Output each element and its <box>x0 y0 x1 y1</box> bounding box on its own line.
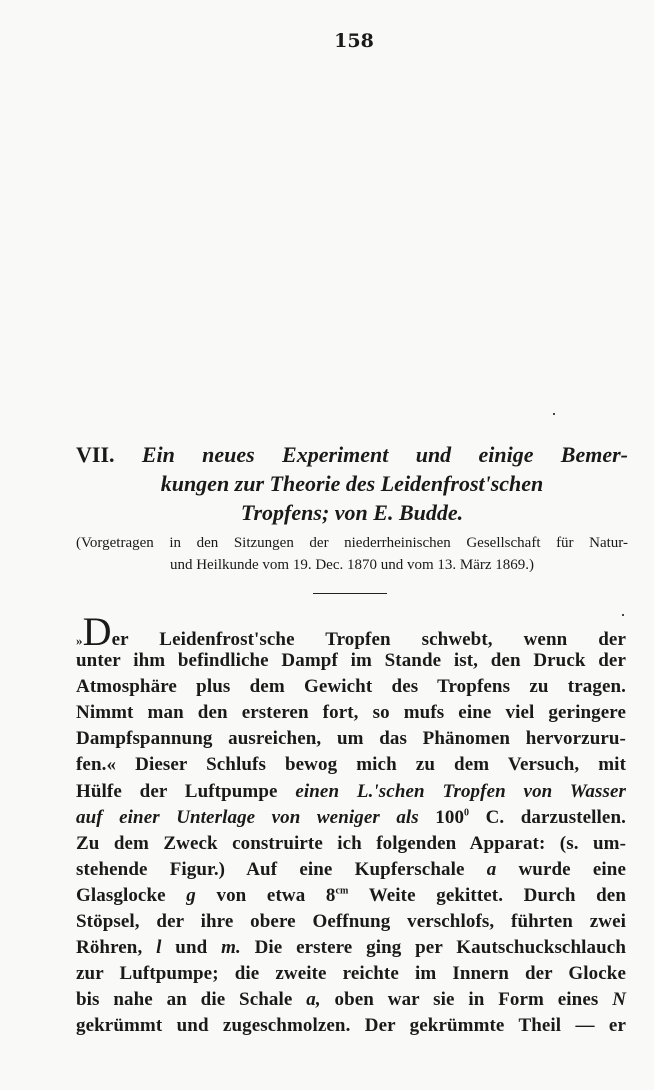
body-line <box>76 700 626 726</box>
separator-rule <box>313 593 387 594</box>
body-line <box>76 961 626 987</box>
scan-speck <box>553 413 555 415</box>
body-line <box>76 609 626 654</box>
italic-text: m. <box>221 937 241 959</box>
presentation-note <box>76 532 628 576</box>
text-segment: C. darzustellen. <box>469 806 626 828</box>
body-line <box>76 752 626 778</box>
text-segment: bis nahe an die Schale <box>76 989 307 1011</box>
note-line-1: (Vorgetragen in den Sitzungen der niederrheinischen Gesellschaft für Natur- <box>76 535 628 551</box>
body-line <box>76 1013 626 1039</box>
text-segment: Hülfe der Luftpumpe <box>76 780 296 802</box>
heading-title-line-2: kungen zur Theorie des Leidenfrost'schen <box>160 471 544 496</box>
text-segment: Nimmt man den ersteren fort, so mufs eine viel geringere <box>76 702 626 724</box>
page-number: 158 <box>334 30 374 52</box>
text-segment: und <box>161 937 222 959</box>
text-segment: Weite gekittet. Durch den <box>348 884 626 906</box>
text-segment: Atmosphäre plus dem Gewicht des Tropfens zu tragen. <box>76 676 626 698</box>
article-heading <box>76 440 628 576</box>
italic-text: l <box>156 937 162 959</box>
text-segment: von etwa 8 <box>195 884 336 906</box>
body-text <box>76 609 627 1040</box>
text-segment: stehende Figur.) Auf eine Kupferschale <box>76 858 487 880</box>
italic-text: a <box>486 858 497 880</box>
section-number: VII. <box>76 442 115 467</box>
text-segment: Die erstere ging per Kautschuckschlauch <box>240 937 626 959</box>
body-line <box>76 674 626 700</box>
text-segment: Zu dem Zweck construirte ich folgenden Apparat: (s. um- <box>76 832 626 854</box>
note-line-2: und Heilkunde vom 19. Dec. 1870 und vom 13. März 1869.) <box>169 557 535 573</box>
text-segment: 100 <box>418 806 465 828</box>
heading-title-line-1: Ein neues Experiment und einige Bemer- <box>141 442 629 467</box>
italic-text: auf einer Unterlage von weniger als <box>76 806 419 828</box>
italic-text: g <box>186 884 196 906</box>
italic-text: a, <box>306 989 321 1011</box>
text-segment: wurde eine <box>496 858 626 880</box>
body-line <box>76 648 626 674</box>
scan-speck <box>622 614 624 616</box>
text-segment: unter ihm befindliche Dampf im Stande ist, den Druck der <box>76 650 626 672</box>
text-segment: Röhren, <box>76 937 157 959</box>
text-segment: Dampfspannung ausreichen, um das Phänomen hervorzuru- <box>76 728 626 750</box>
drop-cap: D <box>82 609 112 654</box>
text-segment: fen.« Dieser Schlufs bewog mich zu dem Versuch, mit <box>76 754 626 776</box>
body-line <box>76 726 626 752</box>
body-line <box>76 909 626 935</box>
body-line <box>76 831 626 857</box>
text-segment: Glasglocke <box>76 884 187 906</box>
body-line <box>76 805 626 831</box>
body-line <box>76 883 626 909</box>
body-line <box>76 935 626 961</box>
body-line <box>76 779 626 805</box>
text-segment: zur Luftpumpe; die zweite reichte im Innern der Glocke <box>76 963 626 985</box>
superscript: 0 <box>464 807 470 819</box>
italic-text: einen L.'schen Tropfen von Wasser <box>295 780 626 802</box>
text-segment: Stöpsel, der ihre obere Oeffnung verschlofs, führten zwei <box>76 911 626 933</box>
heading-title-line-3: Tropfens; von E. Budde. <box>240 500 464 525</box>
superscript: cm <box>335 885 349 897</box>
body-line <box>76 857 626 883</box>
quote-mark: » <box>76 633 83 648</box>
body-line <box>76 987 626 1013</box>
text-segment: gekrümmt und zugeschmolzen. Der gekrümmte Theil — er <box>76 1015 626 1037</box>
text-segment: oben war sie in Form eines <box>320 989 613 1011</box>
heading-line <box>76 440 628 469</box>
text-segment: er Leidenfrost'sche Tropfen schwebt, wenn der <box>111 629 626 650</box>
italic-text: N <box>612 989 627 1011</box>
